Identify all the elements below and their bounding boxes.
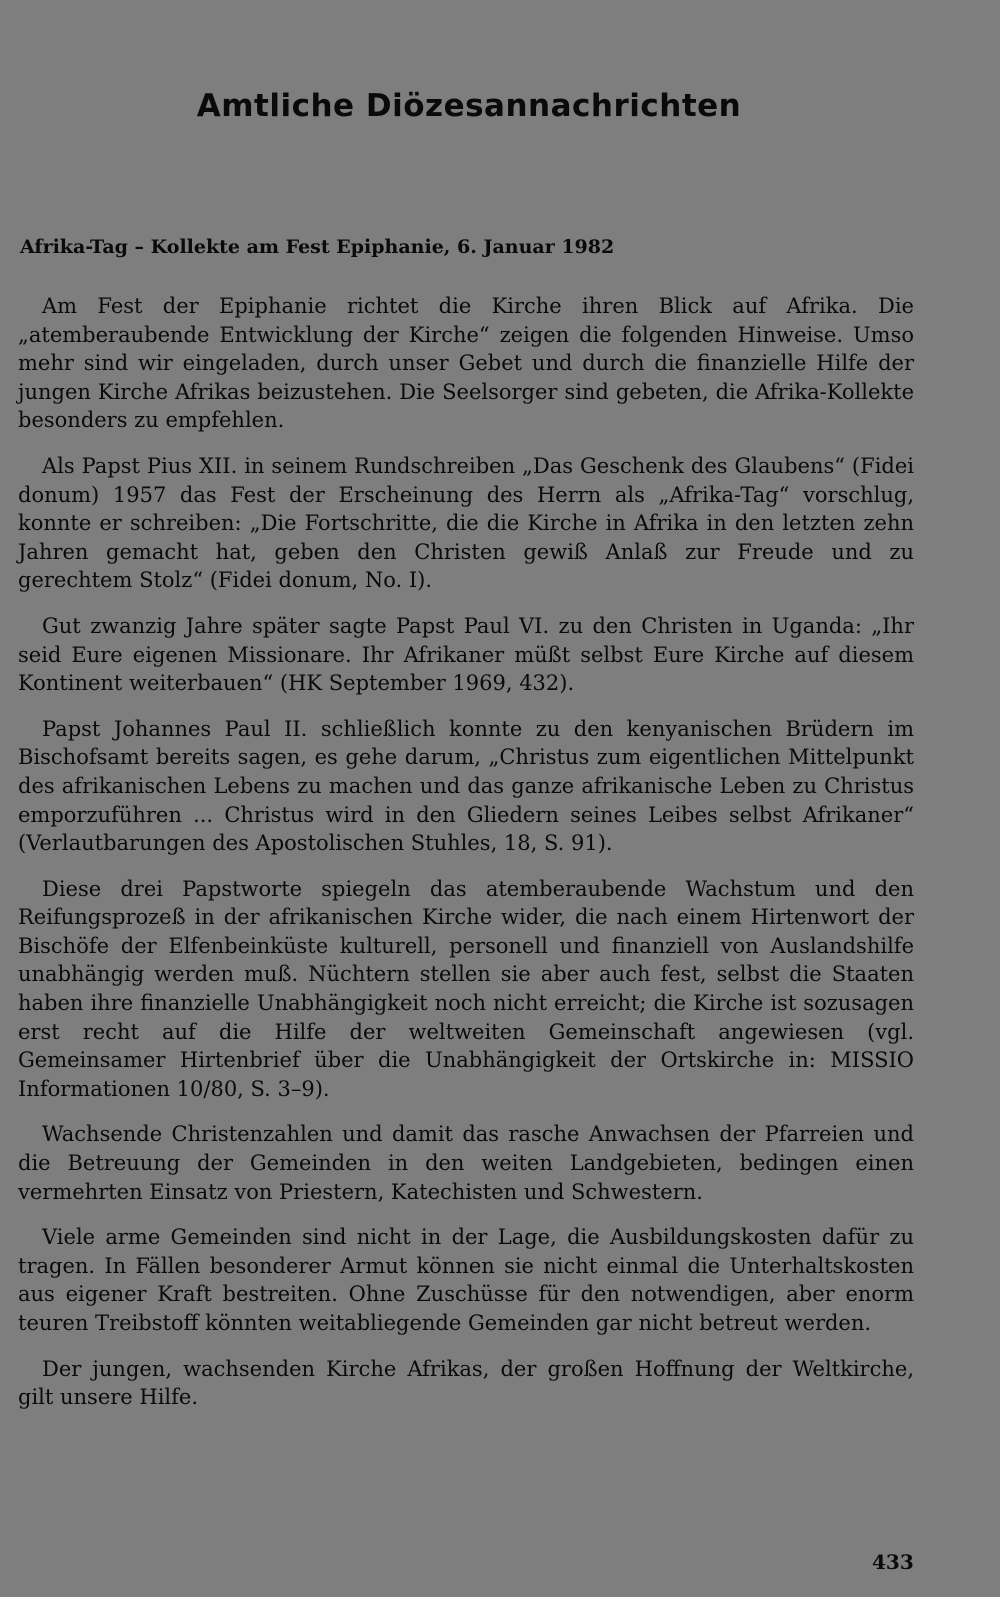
paragraph: Papst Johannes Paul II. schließlich konnte zu den kenyanischen Brüdern im Bischofsamt bereits sagen, es gehe darum, „Christus zum eigentlichen Mittelpunkt des afrikanischen Lebens zu machen und das ganze afrikanische Leben zu Christus emporzuführen ... Christus wird in den Gliedern seines Leibes selbst Afrikaner“ (Verlautbarungen des Apostolischen Stuhles, 18, S. 91). (18, 716, 914, 856)
page-title: Amtliche Diözesannachrichten (196, 88, 742, 124)
paragraph: Als Papst Pius XII. in seinem Rundschreiben „Das Geschenk des Glaubens“ (Fidei donum) 1957 das Fest der Erscheinung des Herrn als „Afrika-Tag“ vorschlug, konnte er schreiben: „Die Fortschritte, die die Kirche in Afrika in den letzten zehn Jahren gemacht hat, geben den Christen gewiß Anlaß zur Freude und zu gerechtem Stolz“ (Fidei donum, No. I). (18, 453, 914, 593)
paragraph: Der jungen, wachsenden Kirche Afrikas, der großen Hoffnung der Weltkirche, gilt unsere Hilfe. (18, 1356, 914, 1410)
paragraph: Diese drei Papstworte spiegeln das atemberaubende Wachstum und den Reifungsprozeß in der afrikanischen Kirche wider, die nach einem Hirtenwort der Bischöfe der Elfenbeinküste kulturell, personell und finanziell von Auslandshilfe unabhängig werden muß. Nüchtern stellen sie aber auch fest, selbst die Staaten haben ihre finanzielle Unabhängigkeit noch nicht erreicht; die Kirche ist sozusagen erst recht auf die Hilfe der weltweiten Gemeinschaft angewiesen (vgl. Gemeinsamer Hirtenbrief über die Unabhängigkeit der Ortskirche in: MISSIO Informationen 10/80, S. 3–9). (18, 876, 914, 1101)
paragraph: Wachsende Christenzahlen und damit das rasche Anwachsen der Pfarreien und die Betreuung der Gemeinden in den weiten Landgebieten, bedingen einen vermehrten Einsatz von Priestern, Katechisten und Schwestern. (18, 1122, 914, 1204)
page-number: 433 (872, 1550, 914, 1574)
body-text (18, 292, 914, 1429)
section-heading: Afrika-Tag – Kollekte am Fest Epiphanie, 6. Januar 1982 (20, 236, 615, 258)
paragraph: Am Fest der Epiphanie richtet die Kirche ihren Blick auf Afrika. Die „atemberaubende Entwicklung der Kirche“ zeigen die folgenden Hinweise. Umso mehr sind wir eingeladen, durch unser Gebet und durch die finanzielle Hilfe der jungen Kirche Afrikas beizustehen. Die Seelsorger sind gebeten, die Afrika-Kollekte besonders zu empfehlen. (18, 294, 914, 433)
paragraph: Gut zwanzig Jahre später sagte Papst Paul VI. zu den Christen in Uganda: „Ihr seid Eure eigenen Missionare. Ihr Afrikaner müßt selbst Eure Kirche auf diesem Kontinent weiterbauen“ (HK September 1969, 432). (18, 613, 914, 696)
paragraph: Viele arme Gemeinden sind nicht in der Lage, die Ausbildungskosten dafür zu tragen. In Fällen besonderer Armut können sie nicht einmal die Unterhaltskosten aus eigener Kraft bestreiten. Ohne Zuschüsse für den notwendigen, aber enorm teuren Treibstoff könnten weitabliegende Gemeinden gar nicht betreut werden. (18, 1225, 914, 1335)
